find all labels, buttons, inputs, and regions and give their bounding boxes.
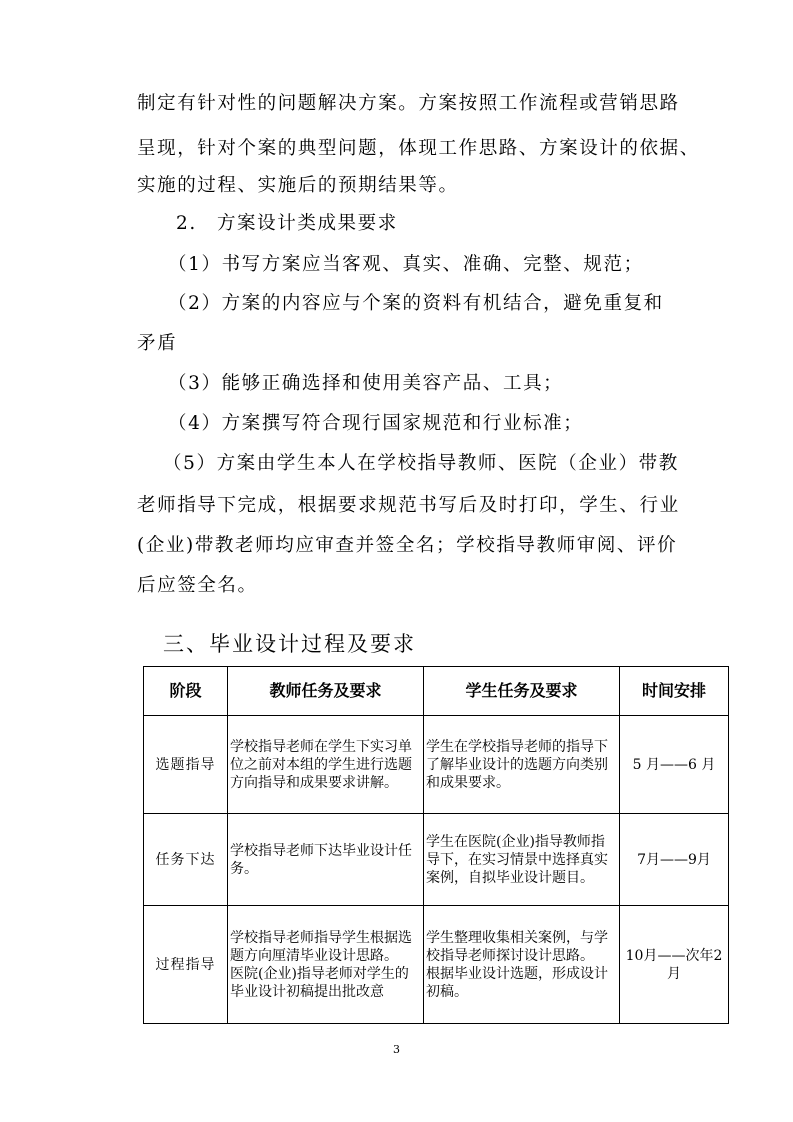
schedule-cell: 10月——次年2月 [620, 906, 729, 1024]
teacher-task-cell [228, 716, 424, 814]
teacher-task-text-2: 医院(企业)指导老师对学生的毕业设计初稿提出批改意 [230, 965, 409, 1000]
header-teacher-tasks: 教师任务及要求 [228, 667, 424, 716]
requirement-item-1: （1）书写方案应当客观、真实、准确、完整、规范； [168, 254, 644, 275]
student-task-text-2: 根据毕业设计选题，形成设计初稿。 [426, 965, 608, 1000]
header-student-tasks: 学生任务及要求 [424, 667, 620, 716]
requirement-item-5-cont: 后应签全名。 [137, 575, 258, 596]
paragraph-line: 呈现，针对个案的典型问题，体现工作思路、方案设计的依据、 [137, 138, 700, 159]
stage-cell: 选题指导 [144, 716, 228, 814]
schedule-cell: 7月——9月 [620, 814, 729, 906]
requirement-item-3: （3）能够正确选择和使用美容产品、工具； [168, 373, 564, 394]
section-heading: 三、毕业设计过程及要求 [163, 632, 416, 656]
teacher-task-text: 学校指导老师在学生下实习单位之前对本组的学生进行选题方向指导和成果要求讲解。 [230, 738, 412, 791]
student-task-cell [424, 716, 620, 814]
teacher-task-text: 学校指导老师下达毕业设计任务。 [230, 842, 412, 877]
teacher-task-cell [228, 814, 424, 906]
teacher-task-cell [228, 906, 424, 1024]
design-process-table [143, 666, 729, 1024]
requirement-item-5: （5）方案由学生本人在学校指导教师、医院（企业）带教 [163, 453, 679, 474]
requirements-subtitle: 2. 方案设计类成果要求 [176, 213, 398, 234]
student-task-cell [424, 906, 620, 1024]
student-task-cell [424, 814, 620, 906]
stage-cell: 任务下达 [144, 814, 228, 906]
table-row [144, 906, 729, 1024]
paragraph-line: 实施的过程、实施后的预期结果等。 [137, 175, 459, 196]
paragraph-line: 制定有针对性的问题解决方案。方案按照工作流程或营销思路 [137, 93, 680, 114]
table-row [144, 814, 729, 906]
requirement-item-5-cont: (企业)带教老师均应审查并签全名；学校指导教师审阅、评价 [137, 535, 678, 556]
page-number: 3 [393, 1043, 400, 1056]
table-row [144, 716, 729, 814]
student-task-text: 学生在医院(企业)指导教师指导下，在实习情景中选择真实案例，自拟毕业设计题目。 [426, 833, 608, 886]
student-task-text: 学生整理收集相关案例，与学校指导老师探讨设计思路。 [426, 929, 608, 964]
requirement-item-2: （2）方案的内容应与个案的资料有机结合，避免重复和 [168, 293, 664, 314]
requirement-item-2-cont: 矛盾 [137, 333, 178, 354]
teacher-task-text: 学校指导老师指导学生根据选题方向厘清毕业设计思路。 [230, 929, 412, 964]
schedule-cell: 5 月——6 月 [620, 716, 729, 814]
requirement-item-5-cont: 老师指导下完成，根据要求规范书写后及时打印，学生、行业 [137, 495, 680, 516]
table-header-row [144, 667, 729, 716]
student-task-text: 学生在学校指导老师的指导下了解毕业设计的选题方向类别和成果要求。 [426, 738, 608, 791]
header-stage: 阶段 [144, 667, 228, 716]
requirement-item-4: （4）方案撰写符合现行国家规范和行业标准； [168, 413, 584, 434]
header-schedule: 时间安排 [620, 667, 729, 716]
stage-cell: 过程指导 [144, 906, 228, 1024]
